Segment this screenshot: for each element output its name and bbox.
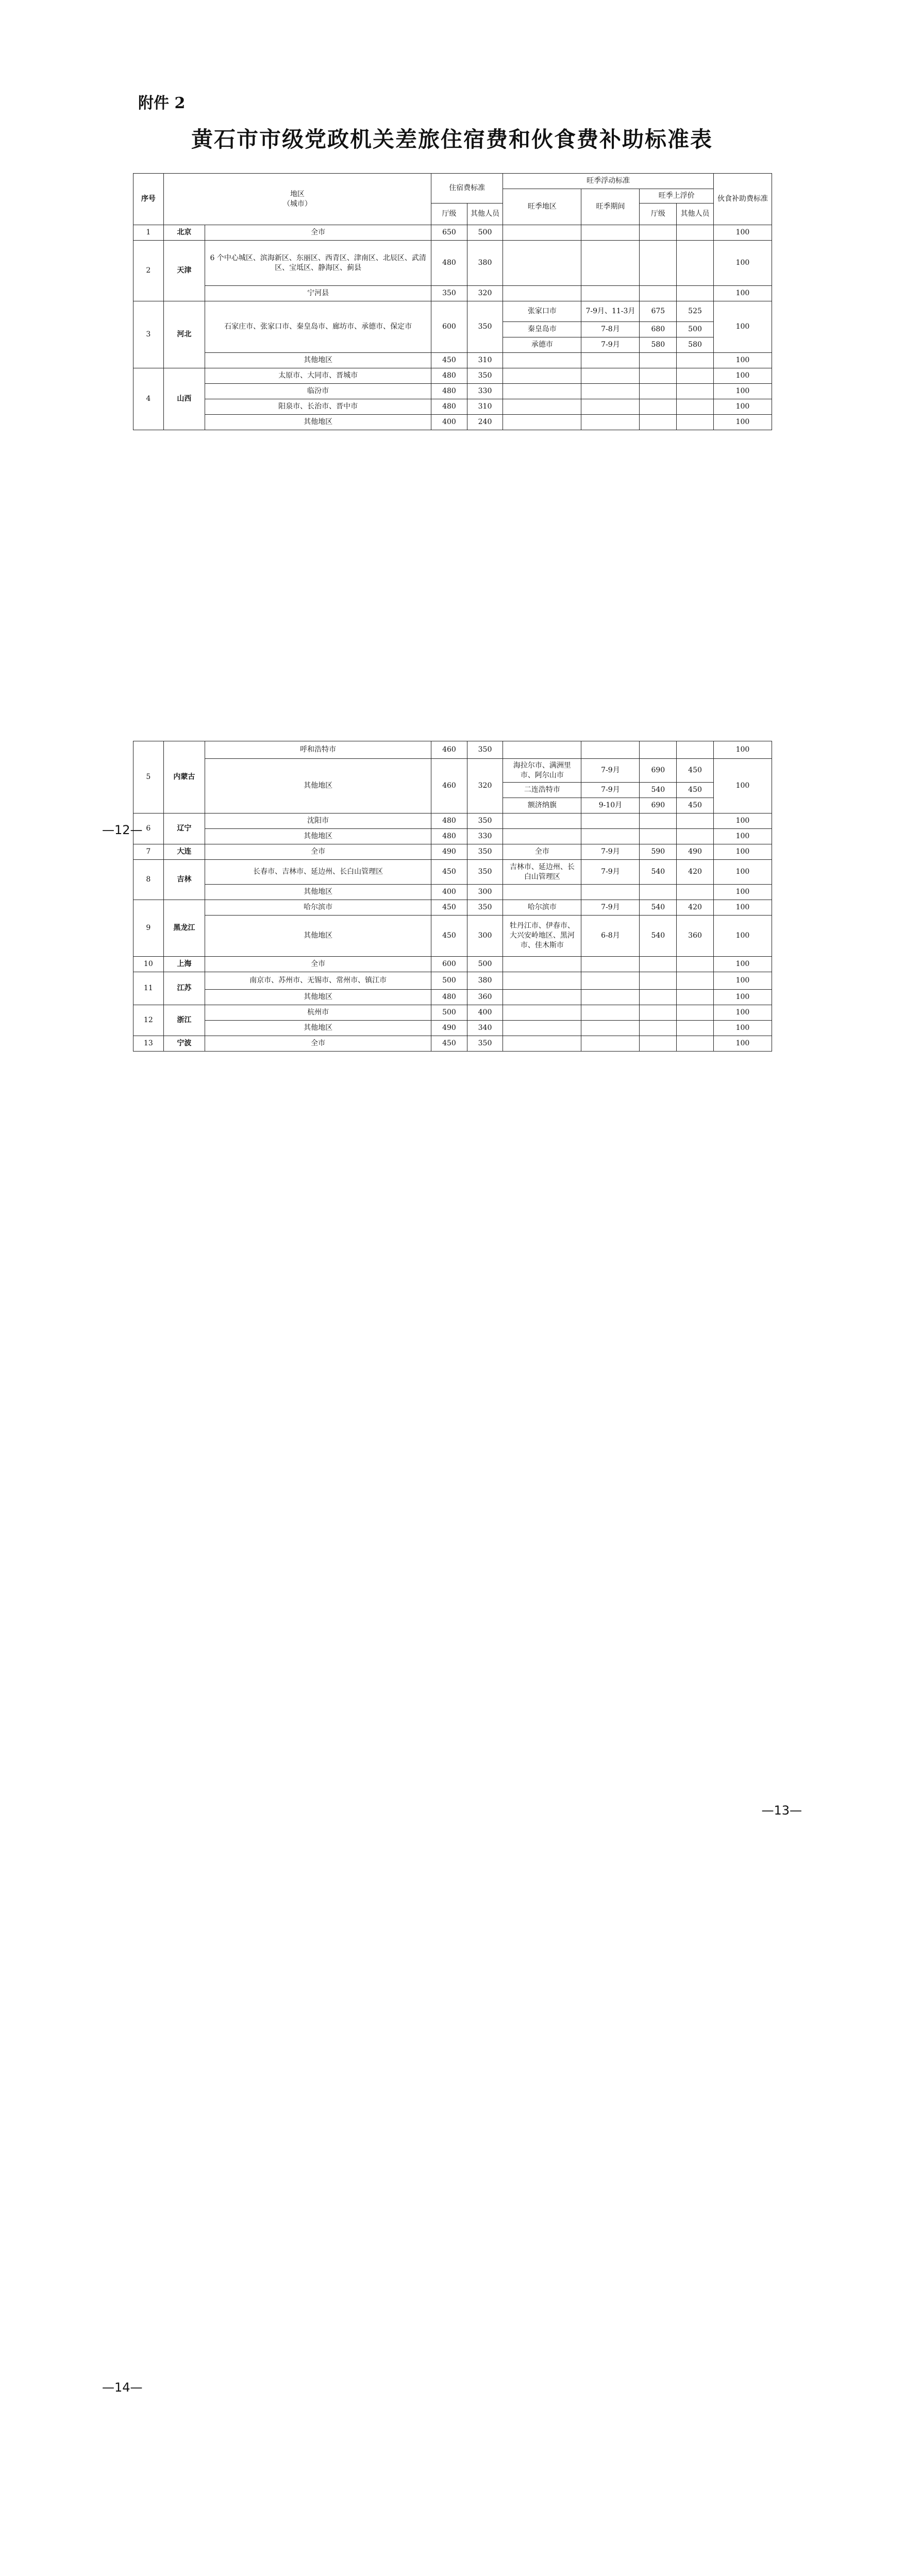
header-peak-ting: 厅级 xyxy=(640,204,677,225)
header-peak: 旺季浮动标准 xyxy=(503,174,714,189)
header-seq: 序号 xyxy=(133,174,164,225)
table-row: 其他地区 480 360 100 xyxy=(133,990,772,1005)
table-row: 额济纳旗 9-10月 690 450 xyxy=(133,798,772,814)
table-row: 秦皇岛市 7-8月 680 500 xyxy=(133,322,772,337)
table-row: 其他地区 460 320 海拉尔市、满洲里市、阿尔山市 7-9月 690 450 100 xyxy=(133,759,772,783)
table-row: 其他地区 400 240 100 xyxy=(133,415,772,430)
table-row: 10 上海 全市 600 500 100 xyxy=(133,957,772,972)
table-row: 1 北京 全市 650 500 100 xyxy=(133,225,772,241)
table-row: 宁河县 350 320 100 xyxy=(133,286,772,301)
page-1 xyxy=(0,0,904,767)
header-peak-std: 旺季上浮价 xyxy=(640,189,713,204)
standards-table-part-1 xyxy=(133,173,772,430)
table-row: 临汾市 480 330 100 xyxy=(133,384,772,399)
table-row: 二连浩特市 7-9月 540 450 xyxy=(133,783,772,798)
header-peak-area: 旺季地区 xyxy=(503,189,581,225)
table-row: 7 大连 全市 490 350 全市 7-9月 590 490 100 xyxy=(133,844,772,860)
table-row: 阳泉市、长治市、晋中市 480 310 100 xyxy=(133,399,772,415)
table-row: 4 山西 太原市、大同市、晋城市 480 350 100 xyxy=(133,368,772,384)
table-row: 6 辽宁 沈阳市 480 350 100 xyxy=(133,814,772,829)
header-peak-other: 其他人员 xyxy=(677,204,714,225)
page-number: —12— xyxy=(102,823,143,837)
table-row: 3 河北 石家庄市、张家口市、秦皇岛市、廊坊市、承德市、保定市 600 350 张家口市 7-9月、11-3月 675 525 100 xyxy=(133,301,772,322)
table-row: 其他地区 400 300 100 xyxy=(133,885,772,900)
header-std-other: 其他人员 xyxy=(467,204,503,225)
standards-table-part-2 xyxy=(133,741,772,1052)
page-2 xyxy=(0,745,904,1533)
table-row: 13 宁波 全市 450 350 100 xyxy=(133,1036,772,1052)
header-meal: 伙食补助费标准 xyxy=(713,174,772,225)
page-number: —14— xyxy=(102,2380,143,2395)
page-number: —13— xyxy=(761,1803,802,1818)
table-row: 其他地区 450 300 牡丹江市、伊春市、大兴安岭地区、黑河市、佳木斯市 6-8月 540 360 100 xyxy=(133,916,772,957)
table-row: 其他地区 450 310 100 xyxy=(133,353,772,368)
table-row: 承德市 7-9月 580 580 xyxy=(133,337,772,353)
table-row: 其他地区 480 330 100 xyxy=(133,829,772,844)
table-row: 11 江苏 南京市、苏州市、无锡市、常州市、镇江市 500 380 100 xyxy=(133,972,772,990)
header-std: 住宿费标准 xyxy=(431,174,503,204)
table-row: 12 浙江 杭州市 500 400 100 xyxy=(133,1005,772,1021)
table-row: 9 黑龙江 哈尔滨市 450 350 哈尔滨市 7-9月 540 420 100 xyxy=(133,900,772,916)
page-title: 黄石市市级党政机关差旅住宿费和伙食费补助标准表 xyxy=(191,127,713,152)
table-row: 其他地区 490 340 100 xyxy=(133,1021,772,1036)
table-row: 5 内蒙古 呼和浩特市 460 350 100 xyxy=(133,741,772,759)
header-region: 地区 （城市） xyxy=(163,174,431,225)
table-row: 2 天津 6 个中心城区、滨海新区、东丽区、西青区、津南区、北辰区、武清区、宝坻区、静海区、蓟县 480 380 100 xyxy=(133,241,772,286)
attachment-label: 附件 2 xyxy=(138,94,186,112)
header-peak-period: 旺季期间 xyxy=(581,189,640,225)
table-row: 8 吉林 长春市、吉林市、延边州、长白山管理区 450 350 吉林市、延边州、长白山管理区 7-9月 540 420 100 xyxy=(133,860,772,885)
header-std-ting: 厅级 xyxy=(431,204,467,225)
